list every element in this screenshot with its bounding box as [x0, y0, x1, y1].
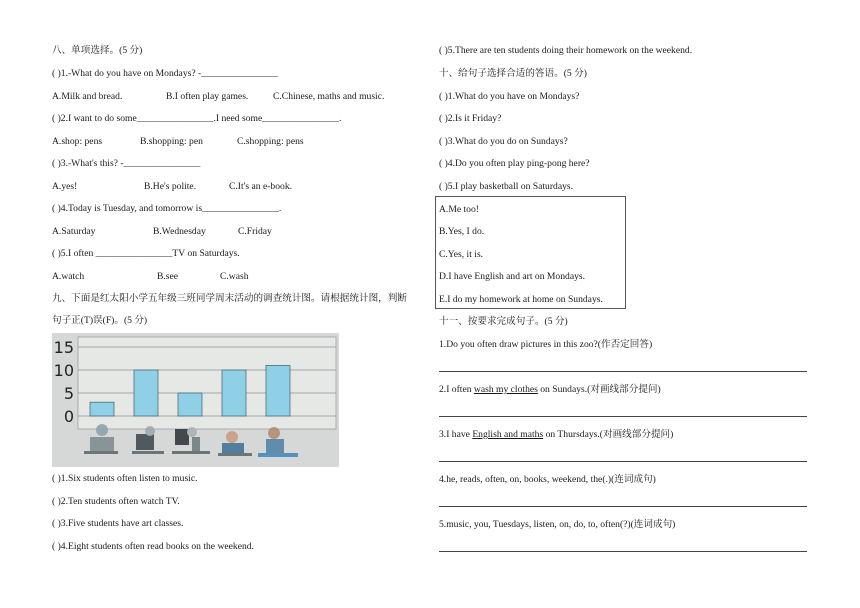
q8-5: ( )5.I often ________________TV on Saturdays.	[52, 248, 240, 259]
y-tick-label: 5	[63, 384, 74, 403]
q8-1-option-a: A.Milk and bread.	[52, 91, 123, 102]
bar-1	[90, 402, 114, 416]
box-option-a: A.Me too!	[439, 204, 479, 215]
box-option-d: D.I have English and art on Mondays.	[439, 271, 586, 282]
q8-3-option-b: B.He's polite.	[144, 181, 197, 192]
q11-2-text-post: on Sundays.(对画线部分提问)	[537, 384, 661, 395]
q11-3-text-pre: 3.I have	[439, 429, 473, 440]
box-option-c: C.Yes, it is.	[439, 249, 484, 260]
q8-3-option-a: A.yes!	[52, 181, 78, 192]
q11-1	[439, 339, 652, 351]
q8-2-option-b: B.shopping: pen	[140, 136, 203, 147]
box-option-e: E.I do my homework at home on Sundays.	[439, 294, 603, 305]
section11-title: 十一、按要求完成句子。(5 分)	[439, 316, 568, 327]
survey-bar-chart	[52, 333, 339, 467]
q8-1-option-c: C.Chinese, maths and music.	[273, 91, 385, 102]
y-tick-label: 0	[63, 407, 74, 426]
q11-4	[439, 474, 656, 486]
q11-2-text-pre: 2.I often	[439, 384, 474, 395]
q8-3-option-c: C.It's an e-book.	[229, 181, 293, 192]
q8-4: ( )4.Today is Tuesday, and tomorrow is________________.	[52, 203, 282, 214]
q8-1-option-b: B.I often play games.	[166, 91, 249, 102]
bar-5	[266, 365, 290, 416]
q11-5-text: 5.music, you, Tuesdays, listen, on, do, to, often(?)(连词成句)	[439, 519, 676, 530]
q11-2-underlined: wash my clothes	[473, 384, 538, 395]
q8-4-option-c: C.Friday	[238, 226, 272, 237]
q9-1: ( )1.Six students often listen to music.	[52, 473, 198, 484]
q11-2	[439, 384, 661, 396]
q11-4-text: 4.he, reads, often, on, books, weekend, the(.)(连词成句)	[439, 474, 656, 485]
q8-2-option-a: A.shop: pens	[52, 136, 103, 147]
bar-3	[178, 393, 202, 416]
q11-5	[439, 519, 675, 531]
q8-2-option-c: C.shopping: pens	[237, 136, 304, 147]
q10-3: ( )3.What do you do on Sundays?	[439, 136, 568, 147]
q11-5-answer-line[interactable]	[439, 551, 807, 552]
q11-1-answer-line[interactable]	[439, 371, 807, 372]
q11-3	[439, 429, 673, 441]
q8-5-option-c: C.wash	[220, 271, 249, 282]
box-option-b: B.Yes, I do.	[439, 226, 485, 237]
q9-5: ( )5.There are ten students doing their homework on the weekend.	[439, 45, 693, 56]
q11-2-answer-line[interactable]	[439, 416, 807, 417]
q11-3-underlined: English and maths	[472, 429, 544, 440]
q11-4-answer-line[interactable]	[439, 506, 807, 507]
q9-4: ( )4.Eight students often read books on the weekend.	[52, 541, 254, 552]
bar-2	[134, 370, 158, 416]
section10-title: 十、给句子选择合适的答语。(5 分)	[439, 68, 587, 79]
q11-3-text-post: on Thursdays.(对画线部分提问)	[543, 429, 674, 440]
section8-title: 八、单项选择。(5 分)	[52, 45, 143, 56]
q11-3-answer-line[interactable]	[439, 461, 807, 462]
q9-3: ( )3.Five students have art classes.	[52, 518, 184, 529]
q8-3: ( )3.-What's this? -________________	[52, 158, 201, 169]
q8-5-option-a: A.watch	[52, 271, 85, 282]
q10-5: ( )5.I play basketball on Saturdays.	[439, 181, 574, 192]
q8-4-option-b: B.Wednesday	[153, 226, 206, 237]
y-tick-label: 15	[53, 338, 74, 357]
q10-2: ( )2.Is it Friday?	[439, 113, 502, 124]
q8-2: ( )2.I want to do some________________.I need some________________.	[52, 113, 342, 124]
q10-1: ( )1.What do you have on Mondays?	[439, 91, 580, 102]
q11-1-text: 1.Do you often draw pictures in this zoo?(作否定回答)	[439, 339, 653, 350]
q8-4-option-a: A.Saturday	[52, 226, 96, 237]
section9-title-line2: 句子正(T)误(F)。(5 分)	[52, 315, 148, 326]
section9-title-line1: 九、下面是红太阳小学五年级三班同学周末活动的调查统计图。请根据统计图，判断	[52, 293, 407, 304]
q9-2: ( )2.Ten students often watch TV.	[52, 496, 180, 507]
y-tick-label: 10	[53, 361, 74, 380]
answer-options-box	[435, 196, 626, 309]
q10-4: ( )4.Do you often play ping-pong here?	[439, 158, 590, 169]
q8-1: ( )1.-What do you have on Mondays? -________________	[52, 68, 278, 79]
survey-chart-photo	[52, 333, 339, 467]
q8-5-option-b: B.see	[157, 271, 179, 282]
bar-4	[222, 370, 246, 416]
